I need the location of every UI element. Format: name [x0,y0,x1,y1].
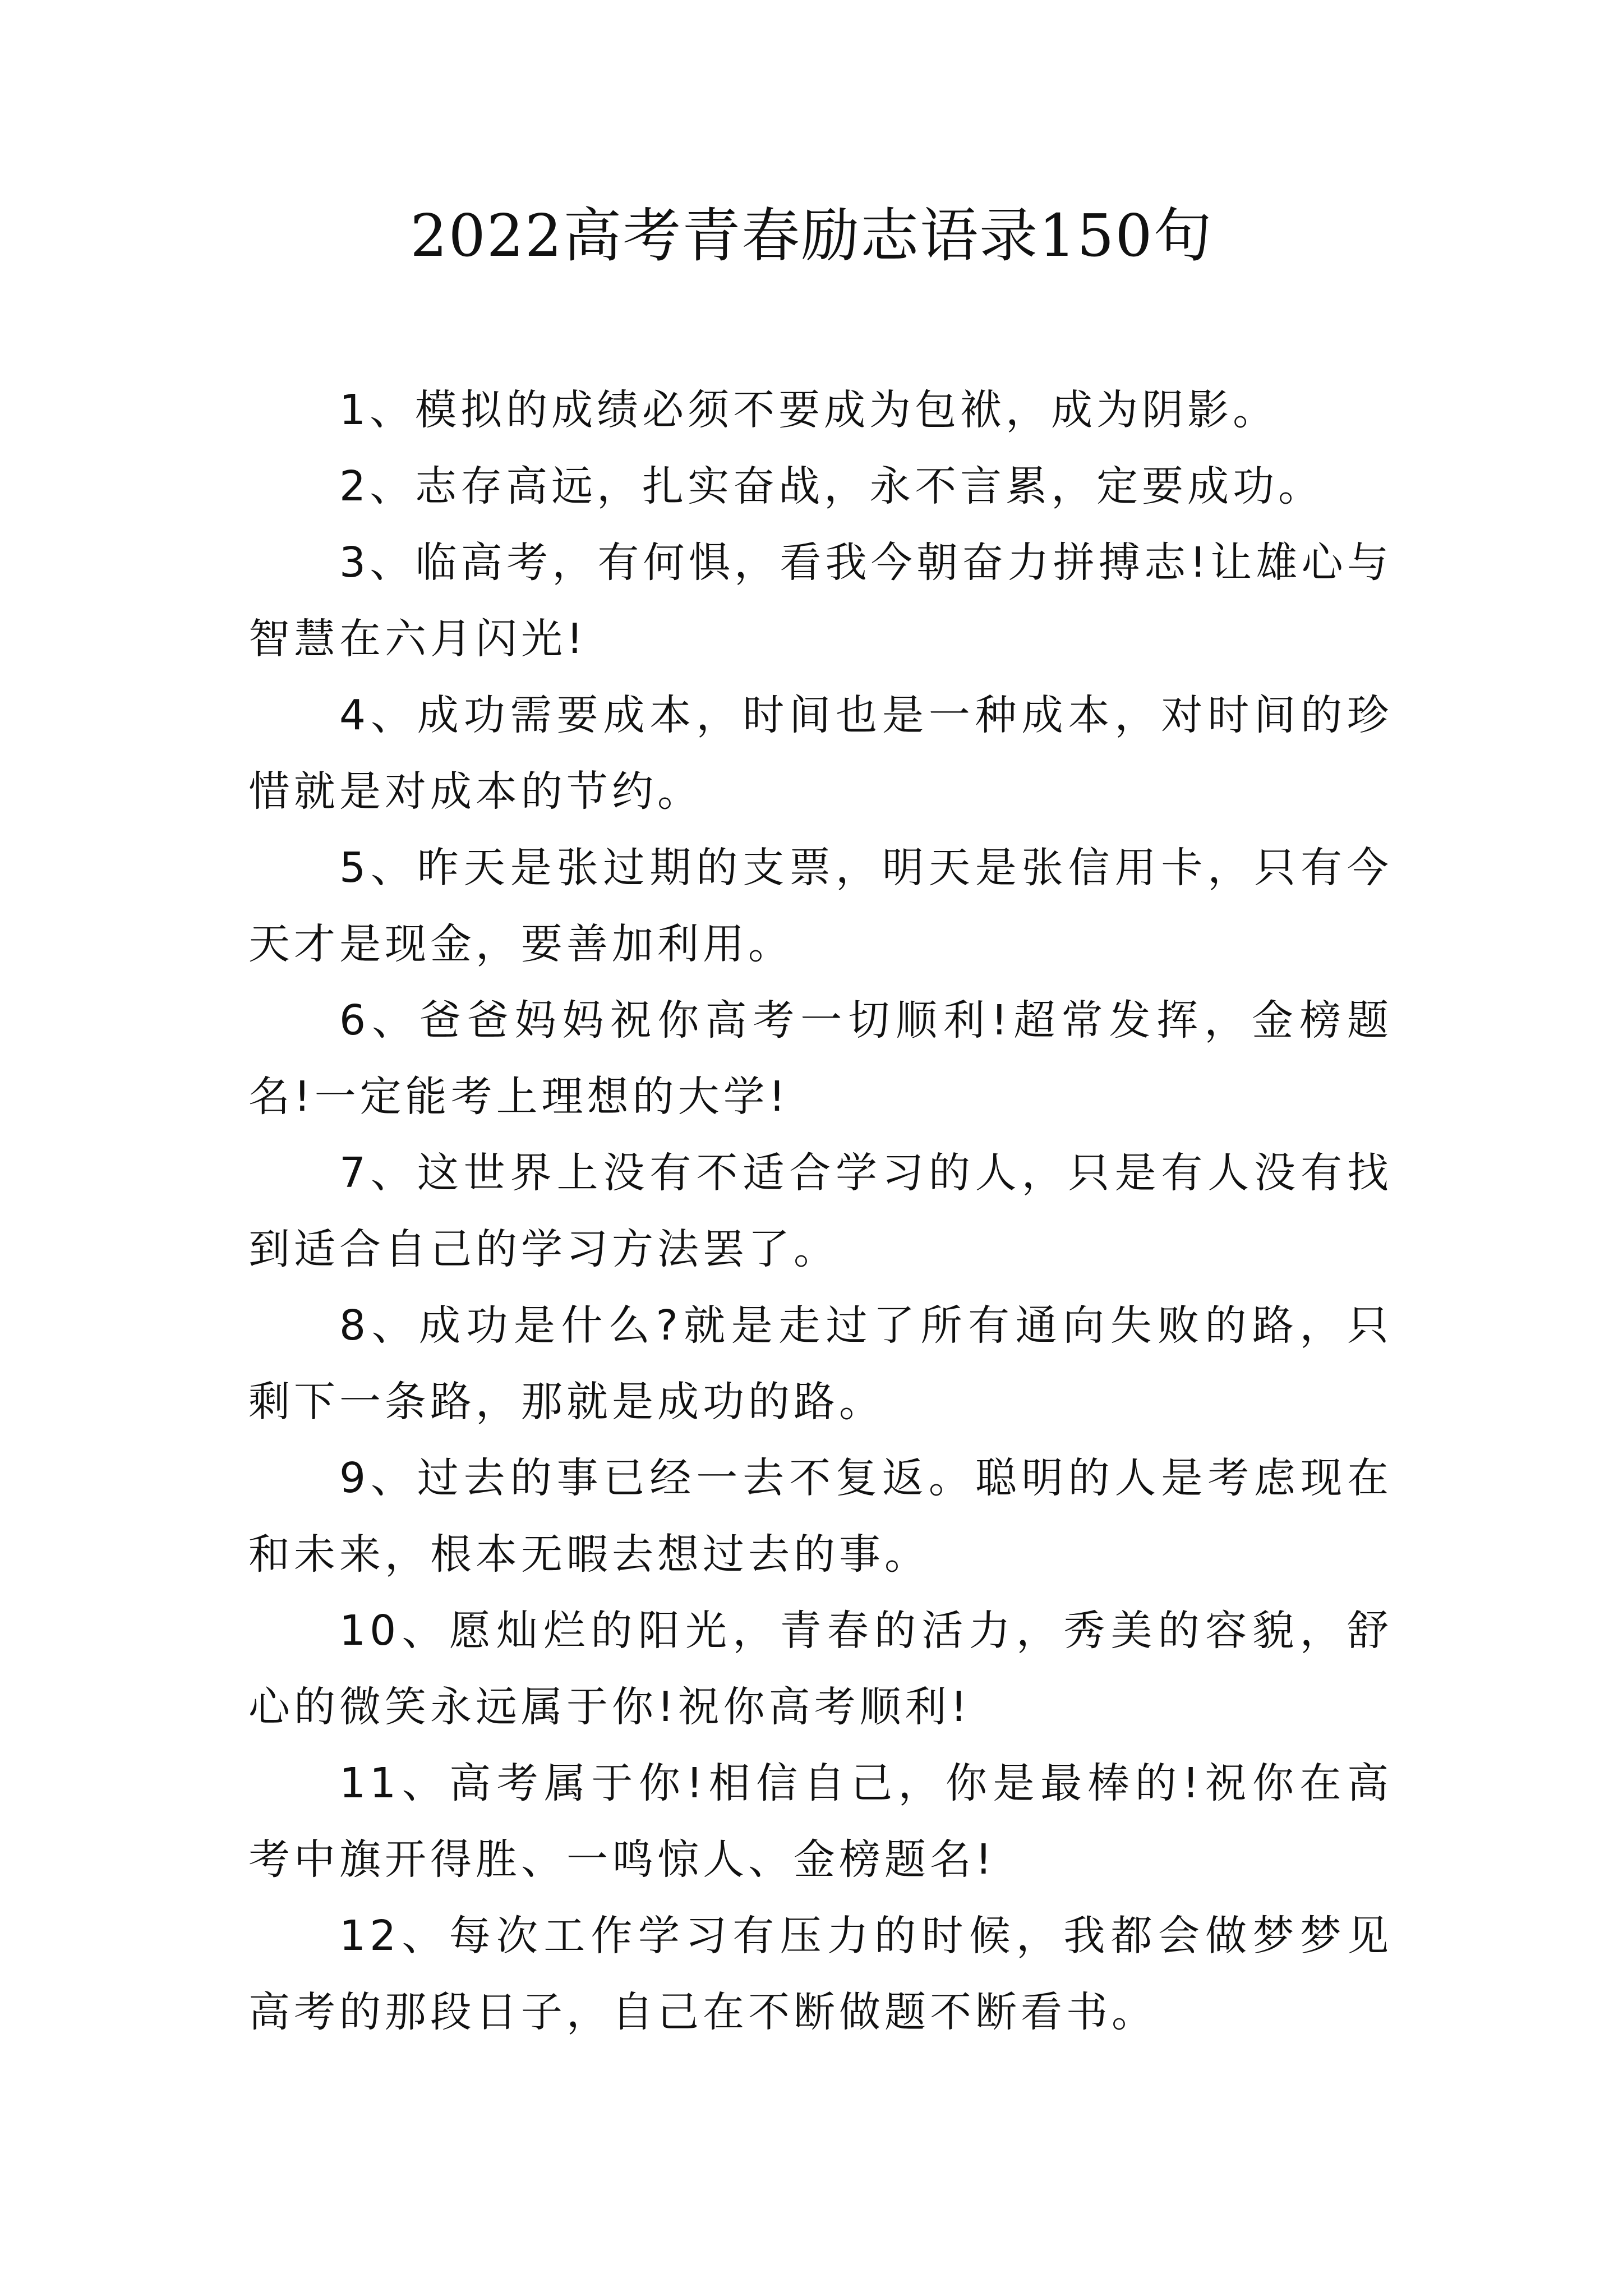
paragraph-7: 7、这世界上没有不适合学习的人，只是有人没有找到适合自己的学习方法罢了。 [248,1149,1393,1273]
document-title: 2022高考青春励志语录150句 [410,201,1213,270]
paragraph-3: 3、临高考，有何惧，看我今朝奋力拼搏志!让雄心与智慧在六月闪光! [248,539,1393,663]
paragraph-4: 4、成功需要成本，时间也是一种成本，对时间的珍惜就是对成本的节约。 [248,691,1393,816]
paragraph-10: 10、愿灿烂的阳光，青春的活力，秀美的容貌，舒心的微笑永远属于你!祝你高考顺利! [248,1607,1393,1731]
document-body [248,372,1393,2050]
paragraph-12: 12、每次工作学习有压力的时候，我都会做梦梦见高考的那段日子，自己在不断做题不断看书。 [248,1912,1393,2036]
paragraph-11: 11、高考属于你!相信自己，你是最棒的!祝你在高考中旗开得胜、一鸣惊人、金榜题名! [248,1759,1393,1884]
paragraph-1: 1、模拟的成绩必须不要成为包袱，成为阴影。 [339,386,1279,434]
paragraph-2: 2、志存高远，扎实奋战，永不言累，定要成功。 [339,462,1324,510]
paragraph-8: 8、成功是什么?就是走过了所有通向失败的路，只剩下一条路，那就是成功的路。 [248,1301,1393,1426]
paragraph-6: 6、爸爸妈妈祝你高考一切顺利!超常发挥，金榜题名!一定能考上理想的大学! [248,996,1393,1121]
paragraph-5: 5、昨天是张过期的支票，明天是张信用卡，只有今天才是现金，要善加利用。 [248,844,1393,968]
paragraph-9: 9、过去的事已经一去不复返。聪明的人是考虑现在和未来，根本无暇去想过去的事。 [248,1454,1393,1579]
